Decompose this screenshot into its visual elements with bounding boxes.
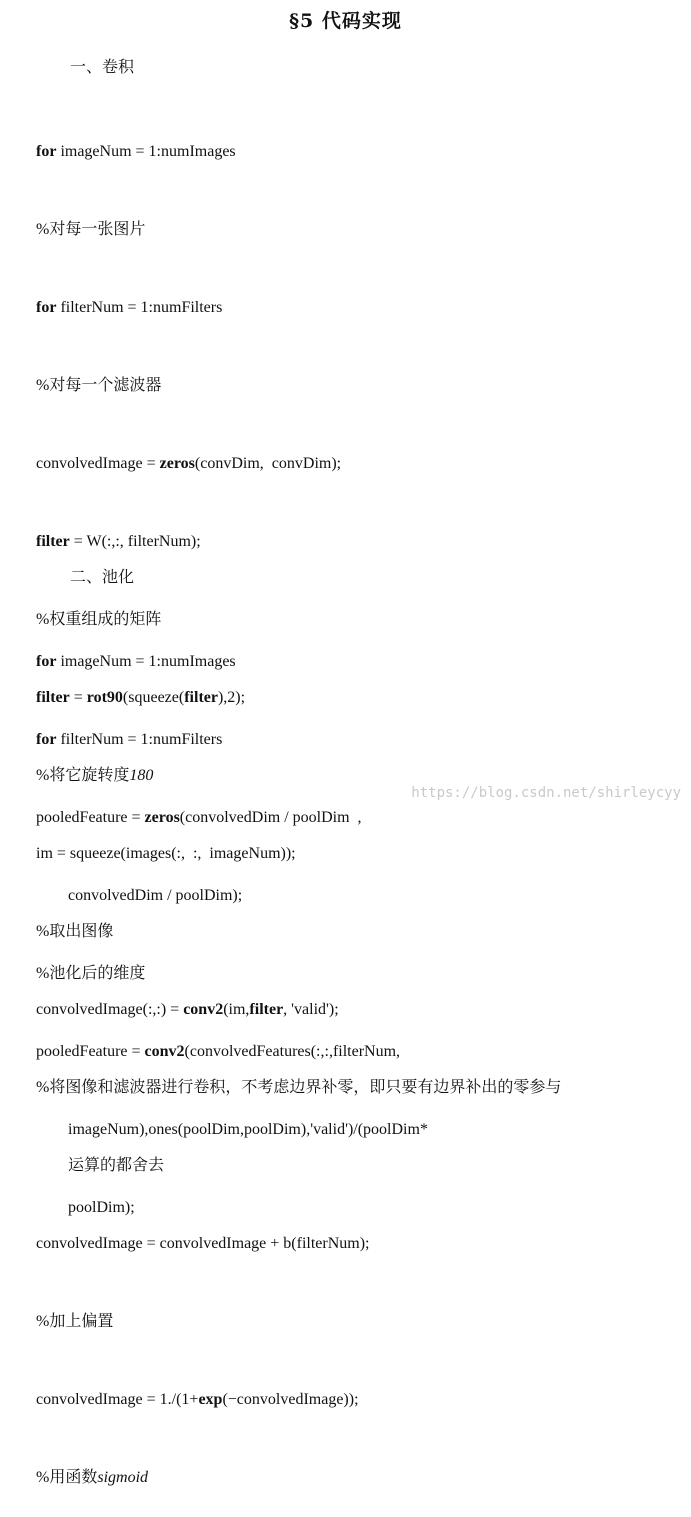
code-line: convolvedImage = convolvedImage + b(filterNum); [36, 1235, 370, 1252]
keyword: conv2 [144, 1043, 185, 1060]
keyword: conv2 [183, 1001, 224, 1018]
code-text: pooledFeature = [36, 1043, 145, 1060]
keyword: zeros [159, 455, 195, 472]
code-text: filterNum = 1:numFilters [56, 299, 223, 316]
code-line-continuation: convolvedDim / poolDim); [68, 887, 243, 904]
code-comment: %池化后的维度 [36, 965, 146, 982]
code-line [36, 805, 428, 831]
comment-text: %用函数 [36, 1469, 98, 1486]
code-text: convolvedImage = [36, 455, 160, 472]
code-text: = [69, 689, 87, 706]
code-line: im = squeeze(images(:, :, imageNum)); [36, 845, 296, 862]
code-line [36, 139, 561, 165]
keyword: for [36, 653, 57, 670]
code-text: convolvedImage(:,:) = [36, 1001, 184, 1018]
comment-number: 180 [129, 767, 154, 784]
code-line [36, 727, 428, 753]
code-text: (convolvedFeatures(:,:,filterNum, [184, 1043, 401, 1060]
code-line [36, 529, 561, 555]
code-comment: %将图像和滤波器进行卷积，不考虑边界补零，即只要有边界补出的零参与 [36, 1079, 562, 1096]
section-heading-convolution: 一、卷积 [70, 57, 135, 76]
code-comment: %加上偏置 [36, 1313, 114, 1330]
keyword: filter [36, 533, 70, 550]
code-text: (im, [223, 1001, 250, 1018]
code-comment [36, 1465, 561, 1491]
watermark-url: https://blog.csdn.net/shirleycyy [411, 785, 681, 801]
code-text: (convolvedDim / poolDim , [179, 809, 362, 826]
code-line [36, 451, 561, 477]
code-text: convolvedImage = 1./(1+ [36, 1391, 199, 1408]
code-text: = W(:,:, filterNum); [69, 533, 201, 550]
keyword: exp [198, 1391, 223, 1408]
code-text: (squeeze( [122, 689, 185, 706]
code-line-continuation: poolDim); [68, 1199, 135, 1216]
keyword: for [36, 731, 57, 748]
keyword: for [36, 143, 57, 160]
code-line [36, 1387, 561, 1413]
code-text: ),2); [217, 689, 246, 706]
keyword: filter [36, 689, 70, 706]
code-line [36, 1039, 428, 1065]
code-comment: %对每一张图片 [36, 221, 146, 238]
code-line [36, 649, 428, 675]
code-text: imageNum = 1:numImages [56, 653, 236, 670]
code-comment: %对每一个滤波器 [36, 377, 162, 394]
keyword: filter [249, 1001, 284, 1018]
keyword: zeros [144, 809, 180, 826]
comment-italic: sigmoid [97, 1469, 149, 1486]
code-text: (−convolvedImage)); [222, 1391, 359, 1408]
keyword: filter [184, 689, 218, 706]
code-text: filterNum = 1:numFilters [56, 731, 223, 748]
code-comment-continuation: 运算的都舍去 [68, 1157, 165, 1174]
code-line [36, 295, 561, 321]
page-title: §5 代码实现 [289, 10, 402, 32]
code-text: (convDim, convDim); [194, 455, 342, 472]
code-line-continuation: imageNum),ones(poolDim,poolDim),'valid')/(poolDim* [68, 1121, 428, 1138]
code-comment: %权重组成的矩阵 [36, 611, 162, 628]
code-block-pooling [36, 597, 428, 1247]
code-text: , 'valid'); [283, 1001, 339, 1018]
code-comment: %取出图像 [36, 923, 114, 940]
code-text: pooledFeature = [36, 809, 145, 826]
keyword: for [36, 299, 57, 316]
comment-text: %将它旋转度 [36, 767, 130, 784]
section-heading-pooling: 二、池化 [70, 567, 135, 586]
keyword: rot90 [86, 689, 123, 706]
code-text: imageNum = 1:numImages [56, 143, 236, 160]
